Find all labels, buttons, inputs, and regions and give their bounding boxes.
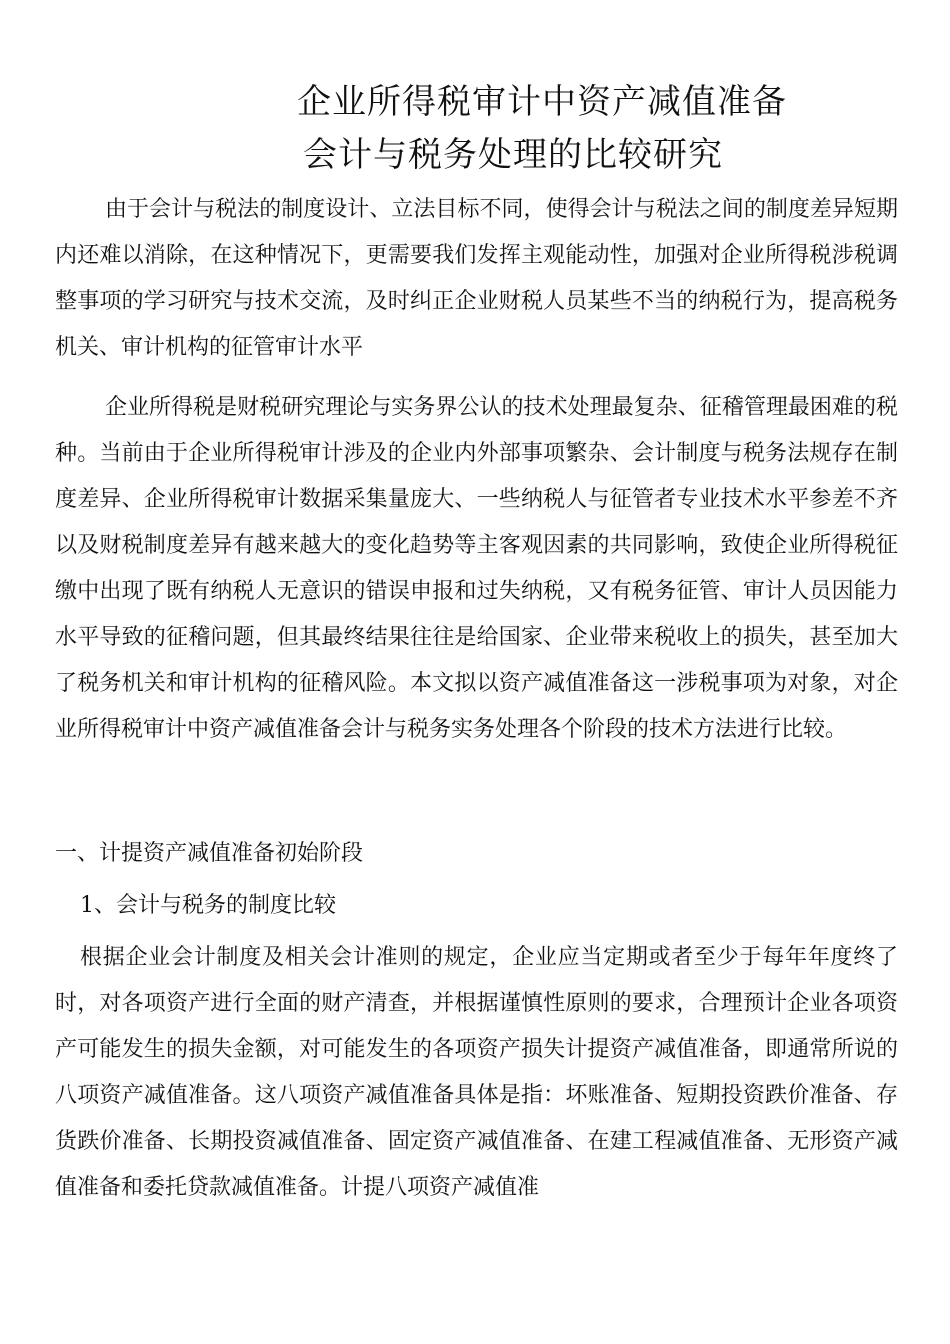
subsection-heading: 1、会计与税务的制度比较	[80, 893, 336, 918]
section-heading: 一、计提资产减值准备初始阶段	[55, 841, 364, 866]
document-title-line-2: 会计与税务处理的比较研究	[303, 135, 723, 175]
background-paragraph: 企业所得税是财税研究理论与实务界公认的技术处理最复杂、征稽管理最困难的税种。当前由于企业所得税审计涉及的企业内外部事项繁杂、会计制度与税务法规存在制度差异、企业所得税审计数据采集量庞大、一些纳税人与征管者专业技术水平参差不齐以及财税制度差异有越来越大的变化趋势等主客观因素的共同影响，致使企业所得税征缴中出现了既有纳税人无意识的错误申报和过失纳税，又有税务征管、审计人员因能力水平导致的征稽问题，但其最终结果往往是给国家、企业带来税收上的损失，甚至加大了税务机关和审计机构的征稽风险。本文拟以资产减值准备这一涉税事项为对象，对企业所得税审计中资产减值准备会计与税务实务处理各个阶段的技术方法进行比较。	[55, 395, 898, 742]
document-title-line-1: 企业所得税审计中资产减值准备	[297, 82, 787, 122]
body-paragraph: 根据企业会计制度及相关会计准则的规定，企业应当定期或者至少于每年年度终了时，对各项资产进行全面的财产清查，并根据谨慎性原则的要求，合理预计企业各项资产可能发生的损失金额，对可能发生的各项资产损失计提资产减值准备，即通常所说的八项资产减值准备。这八项资产减值准备具体是指：坏账准备、短期投资跌价准备、存货跌价准备、长期投资减值准备、固定资产减值准备、在建工程减值准备、无形资产减值准备和委托贷款减值准备。计提八项资产减值准	[55, 945, 898, 1200]
intro-paragraph: 由于会计与税法的制度设计、立法目标不同，使得会计与税法之间的制度差异短期内还难以消除，在这种情况下，更需要我们发挥主观能动性，加强对企业所得税涉税调整事项的学习研究与技术交流，及时纠正企业财税人员某些不当的纳税行为，提高税务机关、审计机构的征管审计水平	[55, 197, 898, 360]
